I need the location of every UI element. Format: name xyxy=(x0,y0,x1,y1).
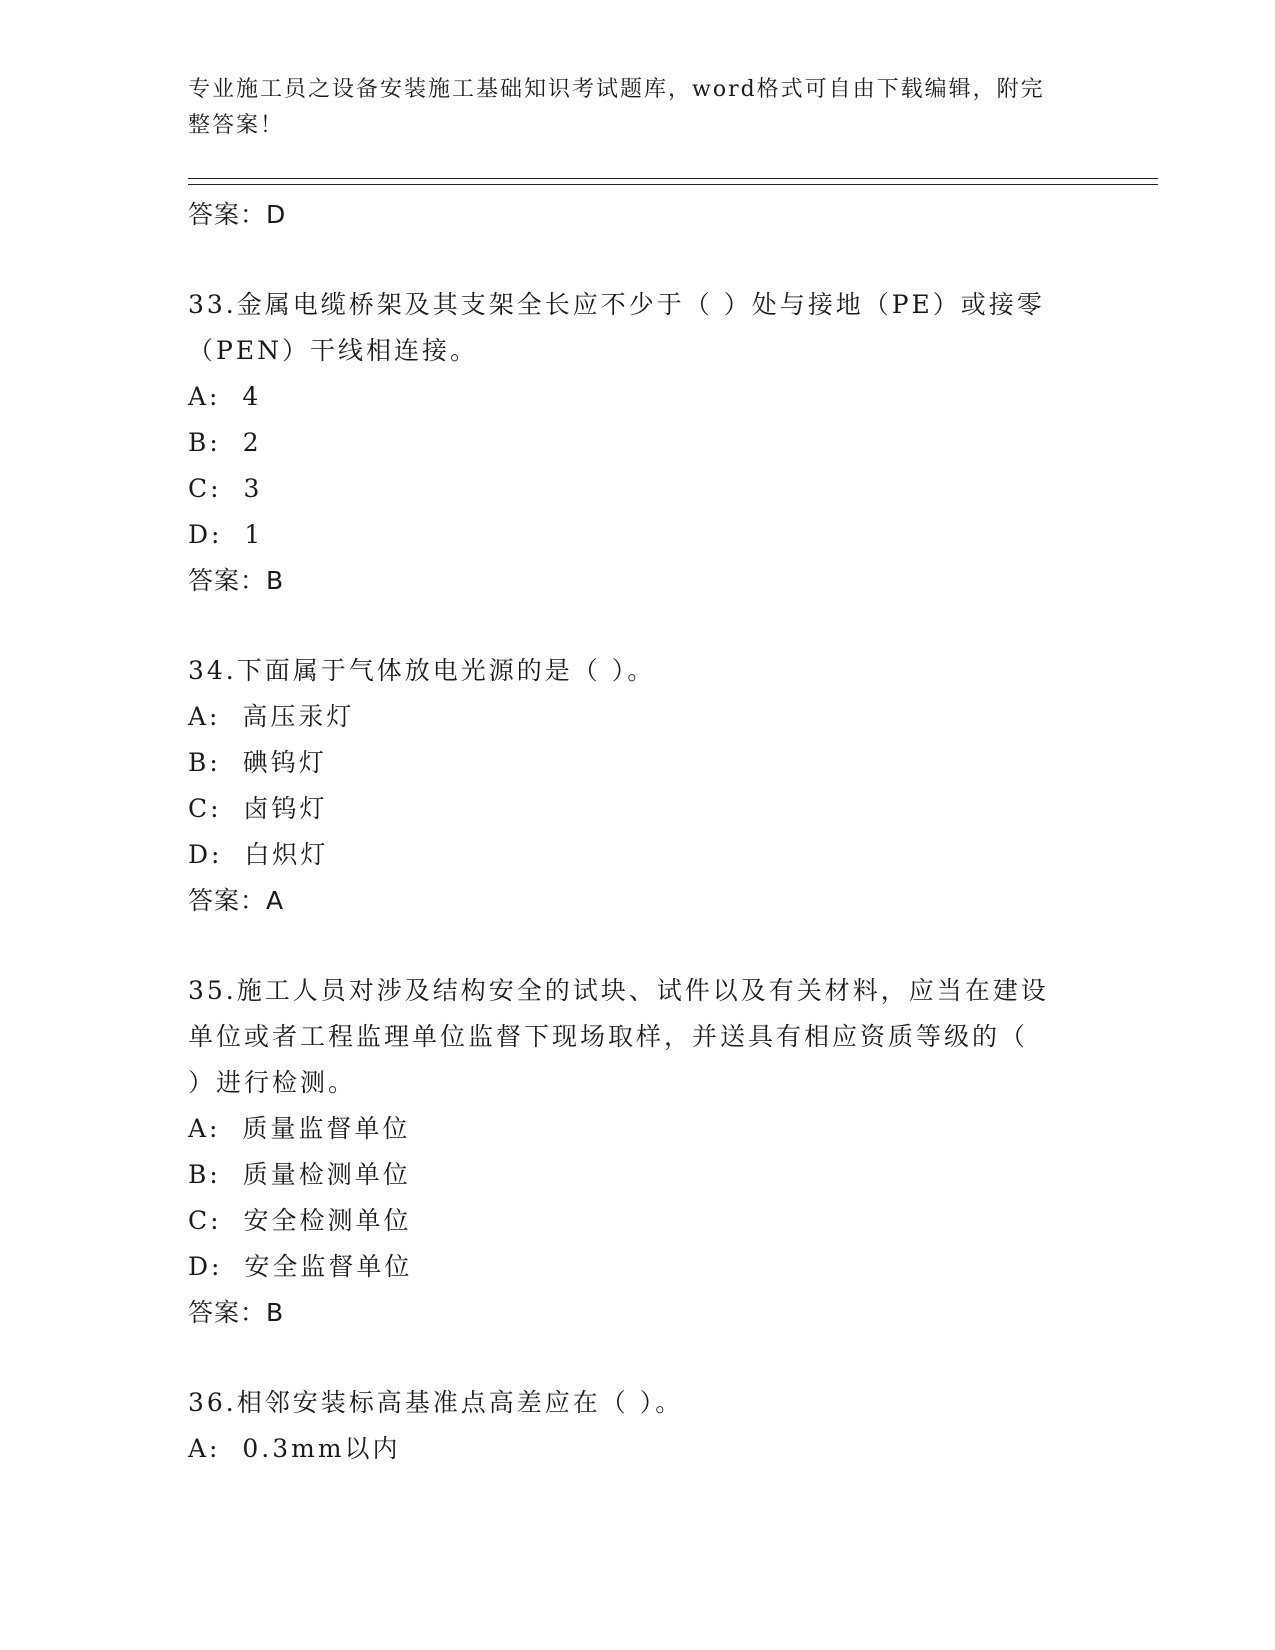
option-b: B: 2 xyxy=(188,428,262,457)
question-34 xyxy=(188,648,1088,924)
question-stem: ）进行检测。 xyxy=(188,1068,357,1097)
option-b: B: 碘钨灯 xyxy=(188,748,327,777)
header-line-1: 专业施工员之设备安装施工基础知识考试题库，word格式可自由下载编辑，附完 xyxy=(188,77,1045,102)
question-stem: 34.下面属于气体放电光源的是（ ）。 xyxy=(188,656,656,685)
option-a: A: 4 xyxy=(188,382,262,411)
option-d: D: 白炽灯 xyxy=(188,840,329,869)
option-a: A: 高压汞灯 xyxy=(188,702,355,731)
option-a: A: 0.3mm以内 xyxy=(188,1434,401,1463)
header-line-2: 整答案！ xyxy=(188,113,285,138)
spacer xyxy=(188,1336,1088,1380)
spacer xyxy=(188,924,1088,968)
document-header xyxy=(188,72,1088,144)
question-stem: 35.施工人员对涉及结构安全的试块、试件以及有关材料，应当在建设 xyxy=(188,976,1049,1005)
previous-answer: 答案：D xyxy=(188,200,287,229)
question-stem: （PEN）干线相连接。 xyxy=(188,336,478,365)
option-c: C: 3 xyxy=(188,474,263,503)
answer: 答案：A xyxy=(188,886,285,915)
spacer xyxy=(188,238,1088,282)
option-a: A: 质量监督单位 xyxy=(188,1114,411,1143)
question-35 xyxy=(188,968,1088,1336)
spacer xyxy=(188,604,1088,648)
question-33 xyxy=(188,282,1088,604)
option-c: C: 卤钨灯 xyxy=(188,794,328,823)
option-c: C: 安全检测单位 xyxy=(188,1206,412,1235)
question-stem: 36.相邻安装标高基准点高差应在（ ）。 xyxy=(188,1388,684,1417)
option-d: D: 1 xyxy=(188,520,264,549)
question-36 xyxy=(188,1380,1088,1472)
header-divider-top xyxy=(188,178,1158,179)
option-d: D: 安全监督单位 xyxy=(188,1252,413,1281)
question-stem: 单位或者工程监理单位监督下现场取样，并送具有相应资质等级的（ xyxy=(188,1022,1029,1051)
question-stem: 33.金属电缆桥架及其支架全长应不少于（ ）处与接地（PE）或接零 xyxy=(188,290,1045,319)
answer: 答案：B xyxy=(188,566,285,595)
option-b: B: 质量检测单位 xyxy=(188,1160,411,1189)
header-divider-bottom xyxy=(188,184,1158,185)
answer: 答案：B xyxy=(188,1298,285,1327)
question-list xyxy=(188,192,1088,1472)
